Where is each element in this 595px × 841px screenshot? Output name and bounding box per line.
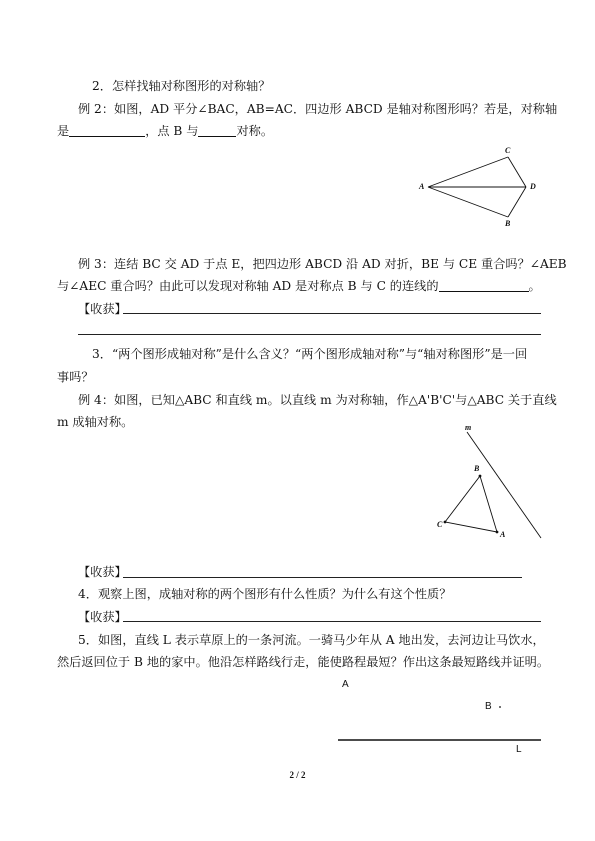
example2-line2-part-c: 对称。 [236,124,274,138]
triangle-abc [445,476,497,532]
label-river-a: A [342,679,349,690]
page-number: 2 / 2 [289,770,306,780]
q3-line2: 事吗？ [57,370,94,384]
segment-cd [508,157,526,187]
example4-line1: 例 4：如图，已知△ABC 和直线 m。以直线 m 为对称轴，作△A'B'C'与△ABC 关于直线 [78,393,557,407]
segment-ac [428,157,508,187]
harvest-line-3[interactable] [123,621,541,622]
label-triangle-a: A [500,530,506,539]
q4-line1: 4．观察上图，成轴对称的两个图形有什么性质？为什么有这个性质？ [78,587,452,601]
label-d: D [530,182,536,191]
label-triangle-b: B [474,464,480,473]
q2-title: 2．怎样找轴对称图形的对称轴？ [92,79,271,93]
example3-line1: 例 3：连结 BC 交 AD 于点 E，把四边形 ABCD 沿 AD 对折，BE 与 CE 重合吗？∠AEB [78,257,567,271]
q5-line2: 然后返回位于 B 地的家中。他沿怎样路线行走，能使路程最短？作出这条最短路线并证明。 [57,655,550,669]
line-m [467,432,541,538]
harvest-label-3: 【收获】 [78,610,127,624]
point-c [444,521,447,524]
example3-line2-part-b: 。 [528,279,541,293]
answer-blank-bisector[interactable] [439,279,529,292]
point-a [496,531,499,534]
example3-line2-part-a: 与∠AEC 重合吗？由此可以发现对称轴 AD 是对称点 B 与 C 的连线的 [57,279,439,293]
label-triangle-c: C [437,520,443,529]
label-b: B [505,219,511,228]
example2-line2-part-b: ，点 B 与 [145,124,199,138]
label-river-b: B [485,701,492,712]
q3-line1: 3．“两个图形成轴对称”是什么含义？“两个图形成轴对称”与“轴对称图形”是一回 [92,347,528,361]
label-c: C [505,146,511,155]
harvest-line-2[interactable] [123,577,522,578]
label-river-l: L [516,744,522,755]
label-a: A [419,182,425,191]
point-b-dot [499,706,501,708]
harvest-line-1a[interactable] [123,313,541,314]
harvest-label-2: 【收获】 [78,565,127,579]
example2-line1: 例 2：如图，AD 平分∠BAC，AB=AC．四边形 ABCD 是轴对称图形吗？若是，对称轴 [78,102,558,116]
example2-line2-part-a: 是 [57,124,70,138]
harvest-line-1b[interactable] [78,334,541,335]
point-b [479,475,482,478]
segment-bd [508,187,526,217]
label-m: m [465,423,472,432]
example3-line2 [57,278,541,294]
harvest-label-1: 【收获】 [78,302,127,316]
example4-line2: m 成轴对称。 [57,415,134,429]
segment-ab [428,187,508,217]
q5-line1: 5．如图，直线 L 表示草原上的一条河流。一骑马少年从 A 地出发，去河边让马饮水， [78,633,545,647]
